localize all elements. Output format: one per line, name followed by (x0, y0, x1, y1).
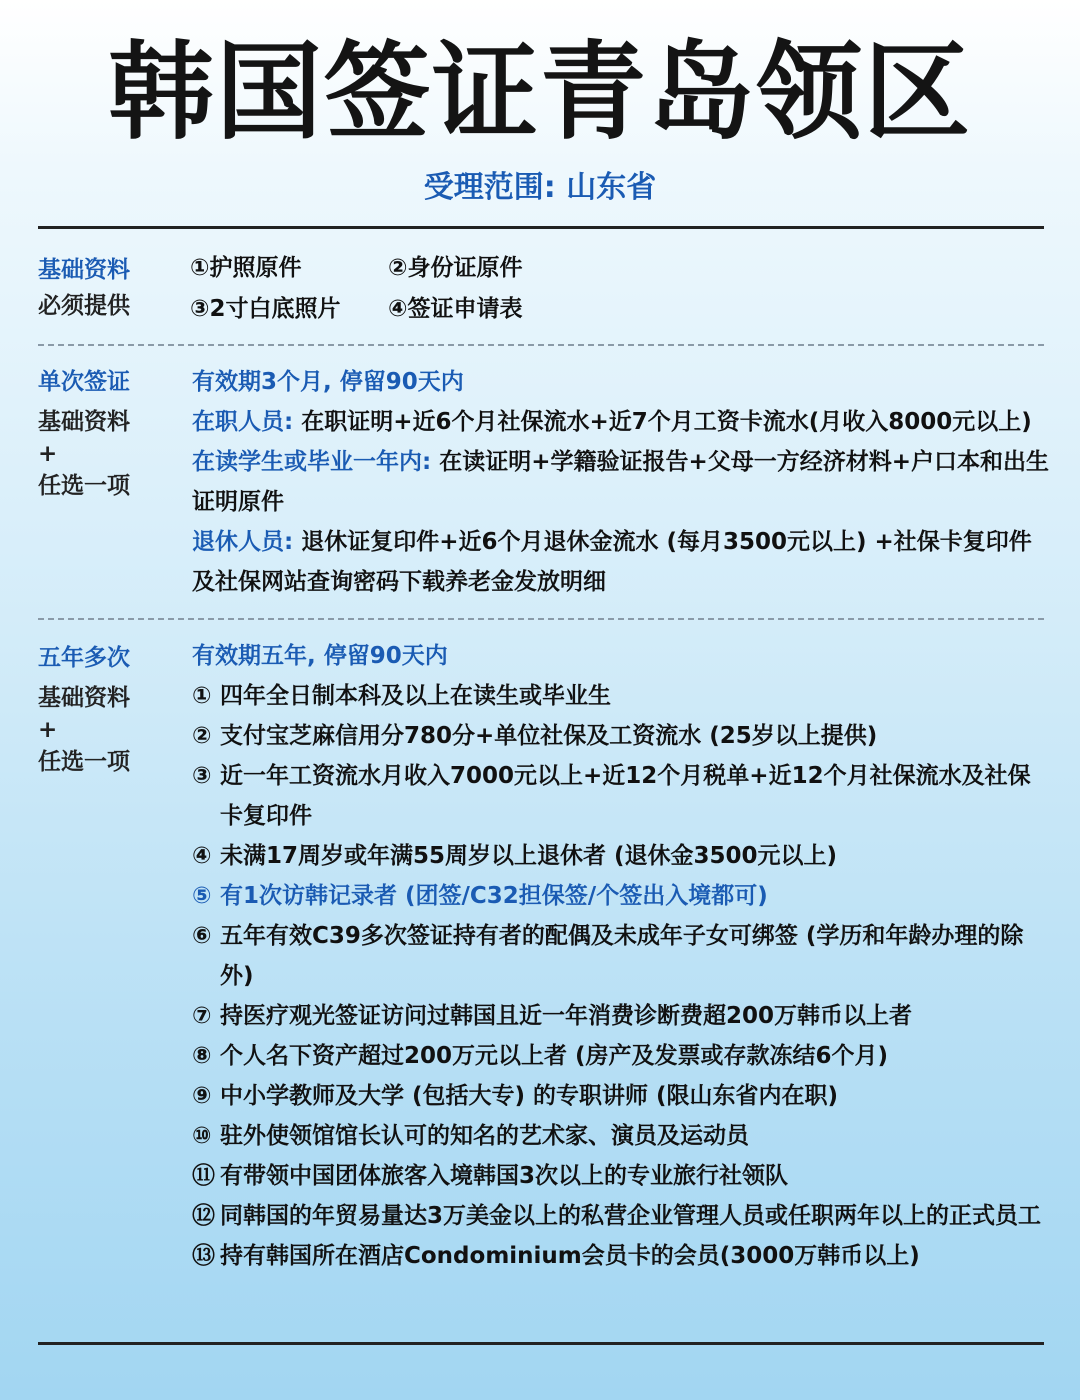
single-label-line3: + (38, 441, 58, 467)
single-retired-key: 退休人员: (192, 529, 294, 555)
single-label-line4: 任选一项 (38, 473, 130, 499)
multi-label-line4: 任选一项 (38, 749, 130, 775)
list-item (192, 716, 1052, 756)
item-number: ⑤ (192, 883, 212, 909)
divider-single-multi (38, 618, 1044, 620)
single-employed (192, 402, 1052, 442)
basic-item-passport: ①护照原件 (190, 255, 302, 281)
list-item (192, 996, 1052, 1036)
single-employed-value: 在职证明+近6个月社保流水+近7个月工资卡流水(月收入8000元以上) (293, 409, 1032, 435)
item-number: ⑨ (192, 1083, 212, 1109)
single-label-line1: 单次签证 (38, 369, 130, 395)
item-text: 未满17周岁或年满55周岁以上退休者 (退休金3500元以上) (220, 843, 838, 869)
list-item (192, 1036, 1052, 1076)
item-number: ⑦ (192, 1003, 212, 1029)
single-validity: 有效期3个月, 停留90天内 (192, 369, 464, 395)
single-student-value: 在读证明+学籍验证报告+父母一方经济材料+户口本和出生证明原件 (192, 449, 1050, 515)
item-text: 有带领中国团体旅客入境韩国3次以上的专业旅行社领队 (220, 1163, 789, 1189)
list-item (192, 1196, 1052, 1236)
list-item (192, 1116, 1052, 1156)
single-student (192, 442, 1052, 522)
single-retired-value: 退休证复印件+近6个月退休金流水 (每月3500元以上) +社保卡复印件及社保网站查询密码下载养老金发放明细 (192, 529, 1032, 595)
item-number: ⑫ (192, 1203, 215, 1229)
list-item-highlighted (192, 876, 1052, 916)
item-text: 五年有效C39多次签证持有者的配偶及未成年子女可绑签 (学历和年龄办理的除外) (220, 923, 1024, 989)
item-number: ④ (192, 843, 212, 869)
item-number: ⑪ (192, 1163, 215, 1189)
list-item (192, 836, 1052, 876)
item-text: 个人名下资产超过200万元以上者 (房产及发票或存款冻结6个月) (220, 1043, 889, 1069)
item-text: 驻外使领馆馆长认可的知名的艺术家、演员及运动员 (220, 1123, 749, 1149)
multi-label-line1: 五年多次 (38, 645, 130, 671)
single-student-key: 在读学生或毕业一年内: (192, 449, 432, 475)
single-section-label (38, 364, 178, 504)
item-text: 持有韩国所在酒店Condominium会员卡的会员(3000万韩币以上) (220, 1243, 920, 1269)
item-text: 四年全日制本科及以上在读生或毕业生 (220, 683, 611, 709)
single-retired (192, 522, 1052, 602)
multi-validity: 有效期五年, 停留90天内 (192, 643, 448, 669)
top-divider (38, 226, 1044, 229)
basic-label-line1: 基础资料 (38, 257, 130, 283)
item-text: 有1次访韩记录者 (团签/C32担保签/个签出入境都可) (220, 883, 768, 909)
item-text: 近一年工资流水月收入7000元以上+近12个月税单+近12个月社保流水及社保卡复印件 (220, 763, 1031, 829)
basic-section-label (38, 252, 178, 324)
item-number: ⑧ (192, 1043, 212, 1069)
page-subtitle: 受理范围: 山东省 (423, 170, 657, 205)
item-number: ① (192, 683, 212, 709)
item-text: 同韩国的年贸易量达3万美金以上的私营企业管理人员或任职两年以上的正式员工 (220, 1203, 1042, 1229)
item-text: 持医疗观光签证访问过韩国且近一年消费诊断费超200万韩币以上者 (220, 1003, 913, 1029)
item-number: ⑩ (192, 1123, 212, 1149)
basic-item-application-form: ④签证申请表 (388, 296, 523, 322)
multi-label-line3: + (38, 717, 58, 743)
list-item (192, 1156, 1052, 1196)
basic-item-photo: ③2寸白底照片 (190, 296, 341, 322)
single-employed-key: 在职人员: (192, 409, 294, 435)
page-title: 韩国签证青岛领区 (108, 31, 972, 154)
basic-label-line2: 必须提供 (38, 293, 130, 319)
list-item (192, 916, 1052, 996)
item-text: 中小学教师及大学 (包括大专) 的专职讲师 (限山东省内在职) (220, 1083, 839, 1109)
multi-section-label (38, 640, 178, 780)
divider-basic-single (38, 344, 1044, 346)
item-text: 支付宝芝麻信用分780分+单位社保及工资流水 (25岁以上提供) (220, 723, 878, 749)
item-number: ⑬ (192, 1243, 215, 1269)
basic-item-id-card: ②身份证原件 (388, 255, 523, 281)
list-item (192, 676, 1052, 716)
list-item (192, 1076, 1052, 1116)
item-number: ③ (192, 763, 212, 789)
list-item (192, 756, 1052, 836)
item-number: ⑥ (192, 923, 212, 949)
single-label-line2: 基础资料 (38, 409, 130, 435)
multi-options-list (192, 676, 1052, 1276)
item-number: ② (192, 723, 212, 749)
list-item (192, 1236, 1052, 1276)
bottom-divider (38, 1342, 1044, 1345)
multi-label-line2: 基础资料 (38, 685, 130, 711)
